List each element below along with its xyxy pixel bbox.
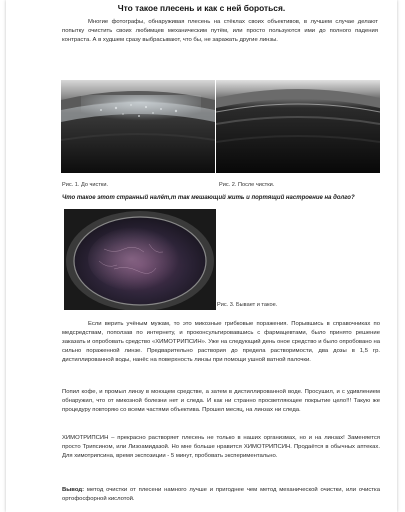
- lens-photo-example: [64, 209, 216, 310]
- question-subheading: Что такое этот странный налёт,т так мешающий жить и портящий настроение на долго?: [62, 195, 355, 201]
- conclusion-label: Вывод:: [62, 487, 85, 493]
- figure-3-caption: Рис. 3. Бывает и такое.: [217, 302, 278, 308]
- lens-after-image: [216, 80, 380, 173]
- conclusion-paragraph: [62, 486, 380, 504]
- intro-paragraph: Многие фотографы, обнаруживая плесень на стёклах своих объективов, в лучшем случае делают попытку очистить своих любимцев механическим путём, или просто пользуются ими до полного падения контраста. А в худшем сразу выбрасывают, что бы, не заражать другие линзы.: [62, 19, 378, 43]
- paragraph-chymotrypsin: ХИМОТРИПСИН – прекрасно растворяет плесень не только в наших организмах, но и на линзах! Заменяется просто Трипсином, или Лизоамидазой. Но мне больше нравится ХИМОТРИПСИН. Продаётся в обычных аптеках. Для химотрипсина, время экспозиции - 5 минут, пробовать экспериментально.: [62, 435, 380, 459]
- conclusion-text: метод очистки от плесени намного лучше и пригоднее чем метод механической очистки, или очистка ортофосфорной кислотой.: [62, 487, 380, 502]
- figure-1-caption: Рис. 1. До чистки.: [62, 182, 109, 188]
- figure-2-caption: Рис. 2. После чистки.: [219, 182, 275, 188]
- paragraph-research: Если верить учёным мужам, то это микозные грибковые поражения. Порывшись в справочниках по медсредствам, поползав по интернету, и проконсультировавшись с фармацевтами, было принято решение заказать и опробовать средство «ХИМОТРИПСИН». Уже на следующий день оное средство и было опробовано на сильно пораженной линзе. Предварительно раствория до предела растворимости, два дозы в 1,5 гр. дистиллированной воды, нанёс на поверхность линзы при помощи ушной ватной палочки.: [62, 321, 380, 363]
- lens-photo-after: [216, 80, 380, 173]
- lens-before-image: [61, 80, 215, 173]
- document-title: Что такое плесень и как с ней бороться.: [117, 3, 286, 13]
- lens-photo-before: [61, 80, 215, 173]
- lens-example-image: [64, 209, 216, 310]
- paragraph-result: Попил кофе, и промыл линзу в моющем средстве, а затем в дистиллированной воде. Просушил, и с удивлением обнаружил, что от микозной болезни нет и следа. И как ни странно просветляющее покрытие цело!!! Такую же процедуру повторяю со всеми частями объектива. Прошел месяц, на линзах ни следа.: [62, 389, 380, 413]
- document-page: [6, 0, 397, 512]
